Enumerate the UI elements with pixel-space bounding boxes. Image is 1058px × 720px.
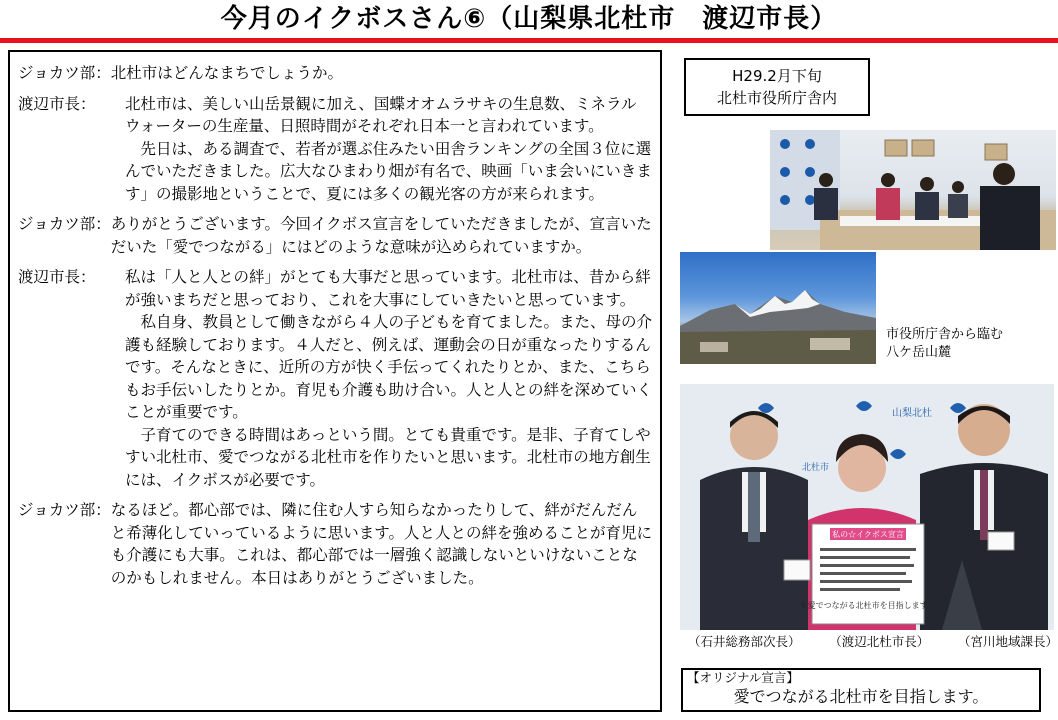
turn-paragraph: 私自身、教員として働きながら４人の子どもを育てました。また、母の介護も経験しております。４人だと、例えば、運動会の日が重なったりするんです。そんなときに、近所の方が快く手伝ってくれたりとか、また、こちらもお手伝いしたりとか。育児も介護も助け合い。人と人との絆を深めていくことが重要です。 (125, 313, 653, 421)
mountain-scene-illustration (680, 252, 876, 364)
turn-body (111, 213, 652, 258)
speaker-label: ジョカツ部： (18, 501, 111, 519)
group-photo (680, 384, 1054, 630)
group-photo-captions (688, 633, 1058, 651)
turn-paragraph: 北杜市はどんなまちでしょうか。 (110, 64, 344, 82)
turn-paragraph: 私は「人と人との絆」がとても大事だと思っています。北杜市は、昔から絆が強いまちだと思っており、これを大事にしていきたいと思っています。 (125, 268, 651, 309)
banner-text-left: 山梨北杜 (892, 408, 932, 419)
caption-person-left: （石井総務部次長） (688, 634, 801, 649)
turn-body (125, 93, 652, 206)
speaker-label: 渡辺市長： (18, 94, 96, 113)
declaration-text: 愛でつながる北杜市を目指します。 (733, 687, 989, 706)
date-text: H29.2月下旬 (732, 67, 822, 85)
caption-person-center: （渡辺北杜市長） (829, 634, 930, 649)
interview-turn (18, 93, 652, 206)
interview-turn (18, 499, 652, 589)
interview-turn (18, 62, 652, 85)
turn-paragraph: ありがとうございます。今回イクボス宣言をしていただきましたが、宣言いただいた「愛でつながる」にはどのような意味が込められていますか。 (110, 215, 652, 256)
interview-turn (18, 266, 652, 491)
interview-turn (18, 213, 652, 258)
turn-body (111, 62, 652, 85)
caption-person-right: （宮川地域課長） (957, 634, 1058, 649)
turn-paragraph: なるほど。都心部では、隣に住む人すら知らなかったりして、絆がだんだんと希薄化していっているように思います。人と人との絆を強めることが育児にも介護にも大事。これは、都心部では一層強く認識しないといけないことなのかもしれません。本日はありがとうございました。 (110, 501, 652, 587)
interview-panel (8, 50, 662, 712)
speaker-label: ジョカツ部： (18, 215, 111, 233)
turn-paragraph: 先日は、ある調査で、若者が選ぶ住みたい田舎ランキングの全国３位に選んでいただきました。広大なひまわり畑が有名で、映画「いま会いにいきます」の撮影地ということで、夏には多くの観光客の方が来られます。 (125, 139, 652, 203)
banner-text-right: 北杜市 (802, 462, 830, 472)
title-underline (0, 38, 1058, 43)
location-text: 北杜市役所庁舎内 (716, 89, 837, 107)
page-title: 今月のイクボスさん⑥（山梨県北杜市 渡辺市長） (220, 4, 838, 34)
meeting-photo (770, 130, 1056, 250)
declaration-box (681, 668, 1041, 712)
poster-slogan: 6 愛でつながる北杜市を目指します。 (800, 601, 936, 610)
turn-paragraph: 子育てのできる時間はあっという間。とても貴重です。是非、子育てしやすい北杜市、愛でつながる北杜市を作りたいと思います。北杜市の地方創生には、イクボスが必要です。 (125, 425, 651, 489)
poster-heading: 私の☆イクボス宣言 (832, 530, 904, 539)
mountain-photo (680, 252, 876, 364)
mountain-caption (886, 326, 1003, 362)
meeting-scene-illustration (770, 130, 1056, 250)
date-location-box (684, 58, 870, 116)
turn-paragraph: 北杜市は、美しい山岳景観に加え、国蝶オオムラサキの生息数、ミネラルウォーターの生産量、日照時間がそれぞれ日本一と言われています。 (125, 94, 637, 135)
turn-body (125, 266, 652, 491)
group-photo-illustration (680, 384, 1054, 630)
speaker-label: ジョカツ部： (18, 64, 111, 82)
turn-body (111, 499, 652, 589)
mountain-caption-line: 八ケ岳山麓 (886, 345, 952, 360)
speaker-label: 渡辺市長： (18, 268, 96, 286)
mountain-caption-line: 市役所庁舎から臨む (886, 327, 1004, 342)
declaration-label: 【オリジナル宣言】 (687, 670, 799, 685)
